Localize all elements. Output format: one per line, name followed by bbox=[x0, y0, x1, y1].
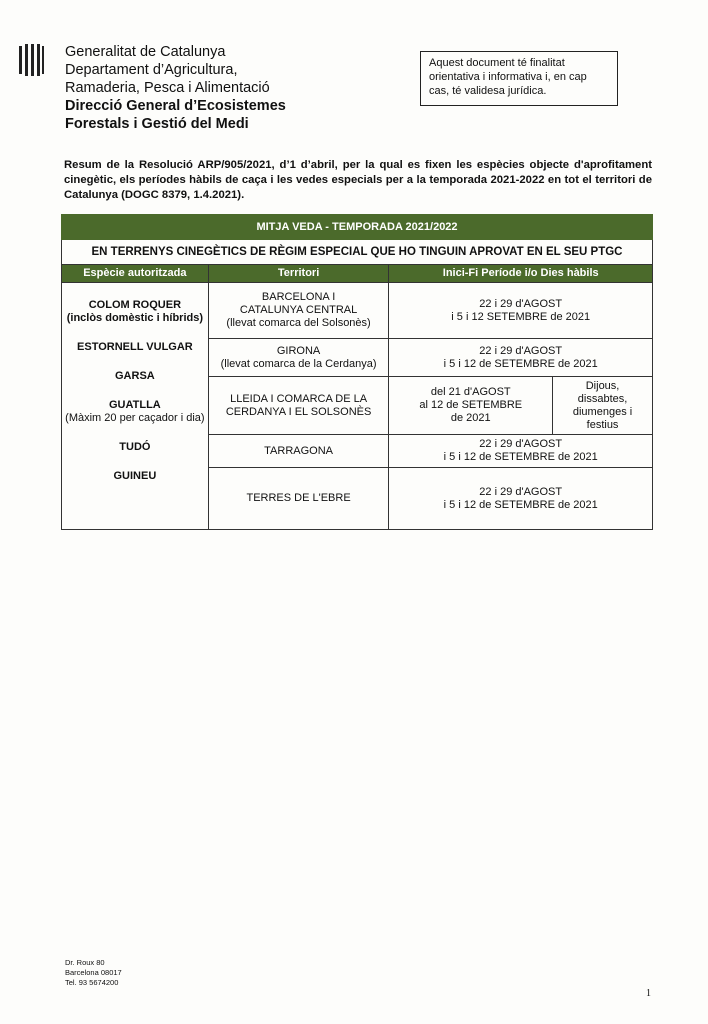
period-cell bbox=[389, 435, 653, 468]
footer-line: Dr. Roux 80 bbox=[65, 958, 105, 967]
footer-line: Barcelona 08017 bbox=[65, 968, 122, 977]
header-line: Departament d’Agricultura, bbox=[65, 62, 238, 78]
column-header-period: Inici-Fi Període i/o Dies hàbils bbox=[389, 265, 653, 283]
column-header-species: Espècie autoritzada bbox=[62, 265, 209, 283]
resolution-summary: Resum de la Resolució ARP/905/2021, d’1 d’abril, per la qual es fixen les espècies objecte d'aprofitament cinegètic, els períodes hàbils de caça i les vedes especials per a la temporada 2021-2022 en tot el territori de Catalunya (DOGC 8379, 1.4.2021). bbox=[64, 159, 652, 201]
period-cell bbox=[389, 283, 653, 339]
period-text: i 5 i 12 de SETEMBRE de 2021 bbox=[443, 451, 598, 463]
territory-cell bbox=[208, 435, 389, 468]
territory-cell bbox=[208, 283, 389, 339]
period-text: i 5 i 12 SETEMBRE de 2021 bbox=[451, 310, 591, 323]
species-note: (Màxim 20 per caçador i dia) bbox=[65, 412, 205, 424]
hunting-season-table bbox=[61, 214, 653, 530]
address-footer bbox=[65, 958, 122, 988]
period-text: i 5 i 12 de SETEMBRE de 2021 bbox=[443, 498, 598, 511]
days-text: diumenges i bbox=[572, 405, 633, 418]
species-note: (inclòs domèstic i híbrids) bbox=[66, 312, 204, 324]
days-text: Dijous, bbox=[585, 379, 620, 392]
disclaimer-box: Aquest document té finalitat orientativa i informativa i, en cap cas, té validesa jurídica. bbox=[420, 51, 618, 106]
column-header-territory: Territori bbox=[208, 265, 389, 283]
territory-note: (llevat comarca de la Cerdanya) bbox=[220, 357, 377, 370]
period-cell bbox=[389, 468, 653, 530]
territory-text: LLEIDA I COMARCA DE LA bbox=[230, 392, 368, 405]
species-name: GUINEU bbox=[113, 470, 157, 482]
table-title: MITJA VEDA - TEMPORADA 2021/2022 bbox=[62, 215, 653, 240]
institution-header bbox=[65, 43, 286, 133]
territory-text: GIRONA bbox=[276, 344, 321, 357]
page-number: 1 bbox=[646, 988, 651, 999]
species-name: GUATLLA bbox=[109, 399, 161, 411]
territory-text: CERDANYA I EL SOLSONÈS bbox=[225, 405, 372, 418]
footer-line: Tel. 93 5674200 bbox=[65, 978, 119, 987]
territory-cell bbox=[208, 377, 389, 435]
period-text: de 2021 bbox=[450, 412, 491, 424]
generalitat-logo-icon bbox=[18, 44, 44, 76]
header-line: Generalitat de Catalunya bbox=[65, 44, 226, 60]
period-text: 22 i 29 d'AGOST bbox=[479, 485, 563, 498]
period-text: 22 i 29 d'AGOST bbox=[479, 344, 563, 357]
header-line: Ramaderia, Pesca i Alimentació bbox=[65, 80, 270, 96]
territory-text: BARCELONA I bbox=[261, 291, 336, 303]
table-row bbox=[62, 283, 653, 339]
period-text: 22 i 29 d'AGOST bbox=[479, 297, 563, 310]
species-name: GARSA bbox=[115, 370, 155, 382]
period-text: i 5 i 12 de SETEMBRE de 2021 bbox=[443, 357, 598, 370]
period-text: del 21 d'AGOST bbox=[430, 386, 511, 398]
species-name: ESTORNELL VULGAR bbox=[77, 341, 193, 353]
period-text: 22 i 29 d'AGOST bbox=[479, 438, 563, 450]
header-line: Forestals i Gestió del Medi bbox=[65, 116, 249, 132]
days-text: festius bbox=[586, 418, 619, 431]
days-text: dissabtes, bbox=[577, 392, 628, 405]
header-line: Direcció General d’Ecosistemes bbox=[65, 98, 286, 114]
period-cell bbox=[389, 377, 553, 435]
territory-text: TERRES DE L'EBRE bbox=[246, 492, 351, 504]
territory-text: TARRAGONA bbox=[264, 444, 333, 457]
period-cell bbox=[389, 339, 653, 377]
hunting-days-cell bbox=[553, 377, 653, 435]
species-list bbox=[62, 283, 209, 530]
territory-cell bbox=[208, 468, 389, 530]
territory-cell bbox=[208, 339, 389, 377]
species-name: TUDÓ bbox=[119, 441, 151, 453]
period-text: al 12 de SETEMBRE bbox=[419, 399, 523, 411]
territory-note: (llevat comarca del Solsonès) bbox=[226, 317, 371, 329]
table-subtitle: EN TERRENYS CINEGÈTICS DE RÈGIM ESPECIAL QUE HO TINGUIN APROVAT EN EL SEU PTGC bbox=[62, 240, 653, 265]
species-name: COLOM ROQUER bbox=[88, 299, 182, 311]
territory-text: CATALUNYA CENTRAL bbox=[239, 304, 358, 316]
